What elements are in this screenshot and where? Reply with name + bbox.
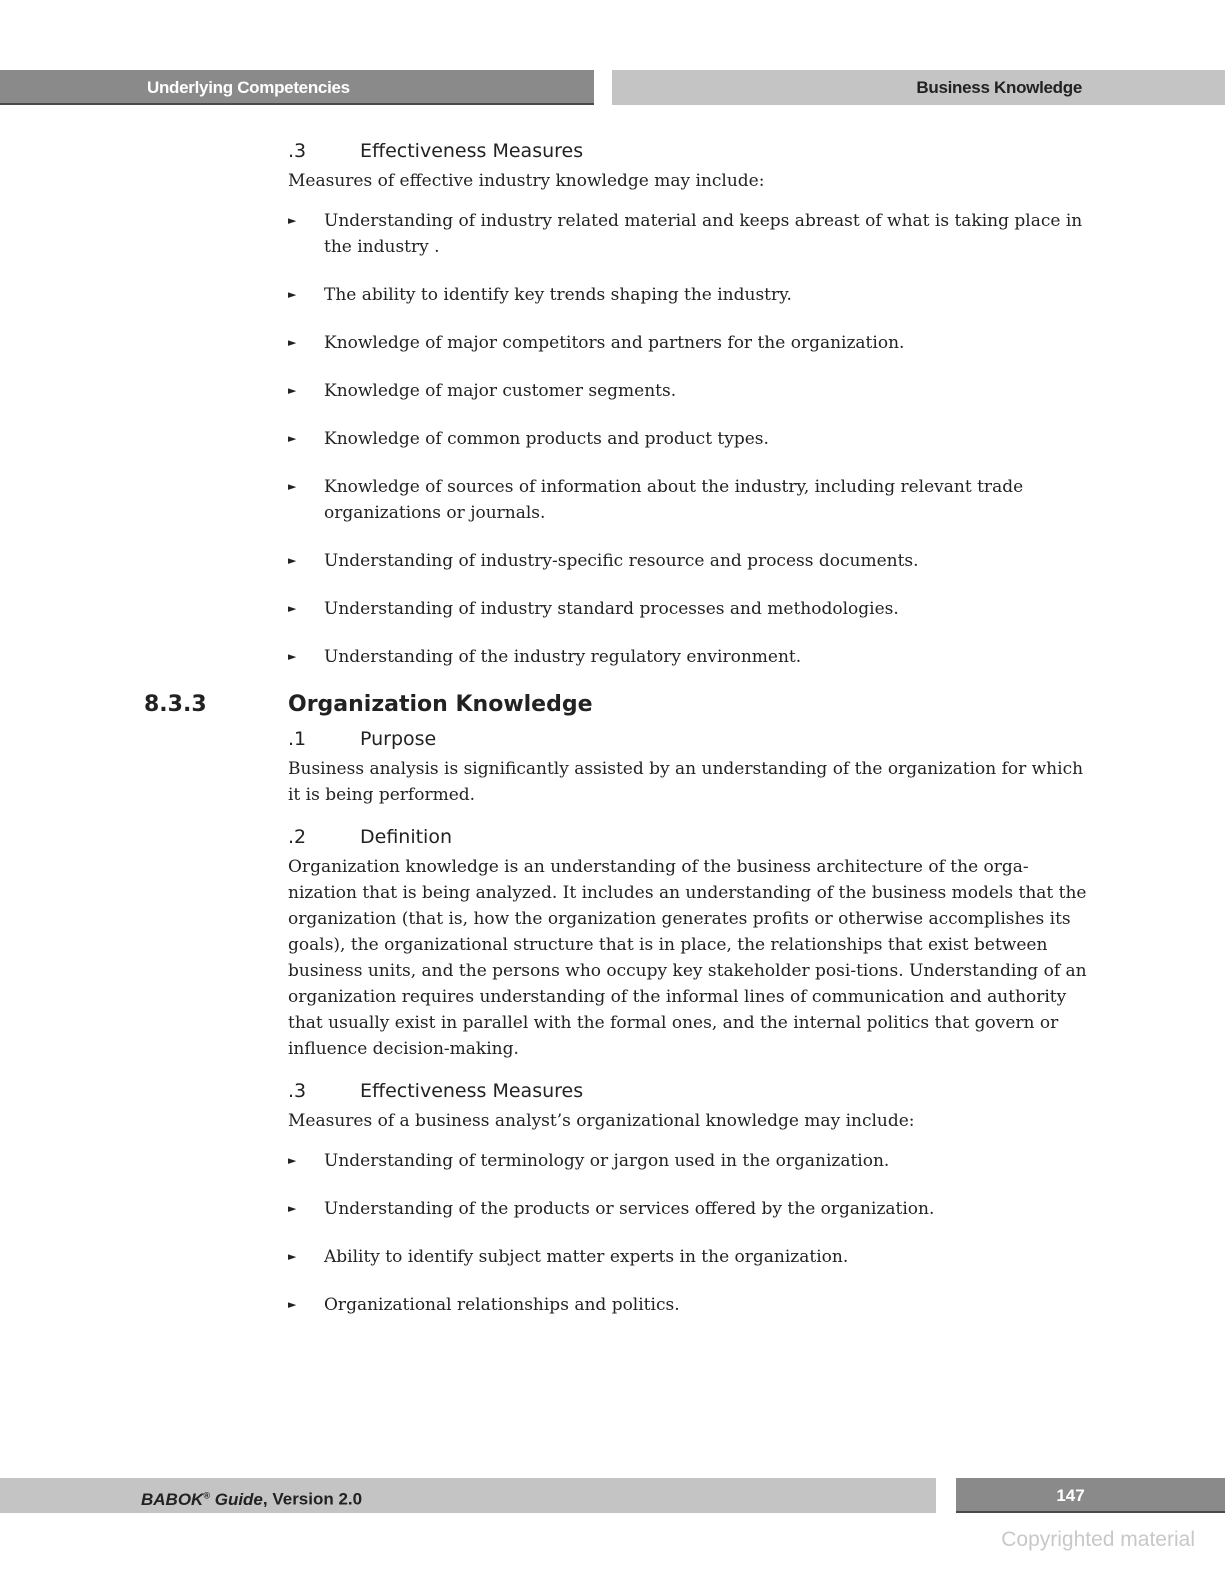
- section-number: 8.3.3: [144, 692, 207, 717]
- list-item: ► Understanding of the industry regulatory environment.: [288, 644, 1088, 670]
- subheading-definition: [288, 822, 1088, 852]
- subheading-purpose: [288, 724, 1088, 754]
- running-header-left: Underlying Competencies: [0, 70, 594, 105]
- subheading-number: .2: [288, 826, 307, 848]
- list-item: ► Organizational relationships and politics.: [288, 1292, 1088, 1318]
- bullet-arrow-icon: ►: [288, 650, 297, 663]
- bullet-arrow-icon: ►: [288, 288, 297, 301]
- list-item: ► Understanding of industry-specific resource and process documents.: [288, 548, 1088, 574]
- footer-reg-mark: ®: [203, 1490, 210, 1500]
- copyright-watermark: Copyrighted material: [1001, 1528, 1195, 1551]
- subheading-title: Effectiveness Measures: [360, 140, 584, 162]
- bullet-list-organization: [288, 1148, 1088, 1318]
- list-item: ► Knowledge of common products and product types.: [288, 426, 1088, 452]
- intro-paragraph: Measures of effective industry knowledge may include:: [288, 171, 765, 191]
- bullet-arrow-icon: ►: [288, 432, 297, 445]
- subheading-number: .1: [288, 728, 307, 750]
- list-item: ► Knowledge of major competitors and partners for the organization.: [288, 330, 1088, 356]
- page-content: [144, 136, 1088, 1340]
- list-item: ► Ability to identify subject matter experts in the organization.: [288, 1244, 1088, 1270]
- section-title: Organization Knowledge: [288, 692, 593, 717]
- list-item: ► Understanding of terminology or jargon used in the organization.: [288, 1148, 1088, 1174]
- list-item: ► The ability to identify key trends shaping the industry.: [288, 282, 1088, 308]
- subheading-number: .3: [288, 140, 307, 162]
- subheading-number: .3: [288, 1080, 307, 1102]
- list-item: ► Understanding of industry standard processes and methodologies.: [288, 596, 1088, 622]
- section-heading: [144, 686, 1088, 724]
- bullet-arrow-icon: ►: [288, 1298, 297, 1311]
- subheading-title: Purpose: [360, 728, 437, 750]
- list-item: ► Understanding of the products or services offered by the organization.: [288, 1196, 1088, 1222]
- running-footer-left: [0, 1478, 936, 1513]
- bullet-arrow-icon: ►: [288, 602, 297, 615]
- bullet-arrow-icon: ►: [288, 554, 297, 567]
- bullet-arrow-icon: ►: [288, 336, 297, 349]
- bullet-arrow-icon: ►: [288, 1250, 297, 1263]
- subheading-effectiveness-2: [288, 1076, 1088, 1106]
- bullet-arrow-icon: ►: [288, 214, 297, 227]
- footer-book: BABOK: [141, 1489, 204, 1509]
- purpose-paragraph: Business analysis is significantly assisted by an understanding of the organization for which it is being performed.: [288, 759, 1084, 805]
- page-number: 147: [956, 1478, 1225, 1513]
- bullet-arrow-icon: ►: [288, 1154, 297, 1167]
- footer-guide: Guide: [214, 1489, 263, 1509]
- bullet-arrow-icon: ►: [288, 480, 297, 493]
- bullet-arrow-icon: ►: [288, 1202, 297, 1215]
- list-item: ► Understanding of industry related material and keeps abreast of what is taking place in the industry .: [288, 208, 1088, 260]
- subheading-title: Definition: [360, 826, 453, 848]
- intro-paragraph: Measures of a business analyst’s organizational knowledge may include:: [288, 1111, 915, 1131]
- bullet-arrow-icon: ►: [288, 384, 297, 397]
- list-item: ► Knowledge of sources of information about the industry, including relevant trade organizations or journals.: [288, 474, 1088, 526]
- running-header-right: Business Knowledge: [612, 70, 1225, 105]
- bullet-list-industry: [288, 208, 1088, 670]
- subheading-effectiveness-1: [288, 136, 1088, 166]
- definition-paragraph: Organization knowledge is an understanding of the business architecture of the orga-nization that is being analyzed. It includes an understanding of the business models that the organization (that is, how the organization generates profits or otherwise accomplishes its goals), the organizational structure that is in place, the relationships that exist between business units, and the persons who occupy key stakeholder posi-tions. Understanding of an organization requires understanding of the informal lines of communication and authority that usually exist in parallel with the formal ones, and the internal politics that govern or influence decision-making.: [288, 857, 1087, 1059]
- subheading-title: Effectiveness Measures: [360, 1080, 584, 1102]
- list-item: ► Knowledge of major customer segments.: [288, 378, 1088, 404]
- footer-version: , Version 2.0: [262, 1489, 363, 1509]
